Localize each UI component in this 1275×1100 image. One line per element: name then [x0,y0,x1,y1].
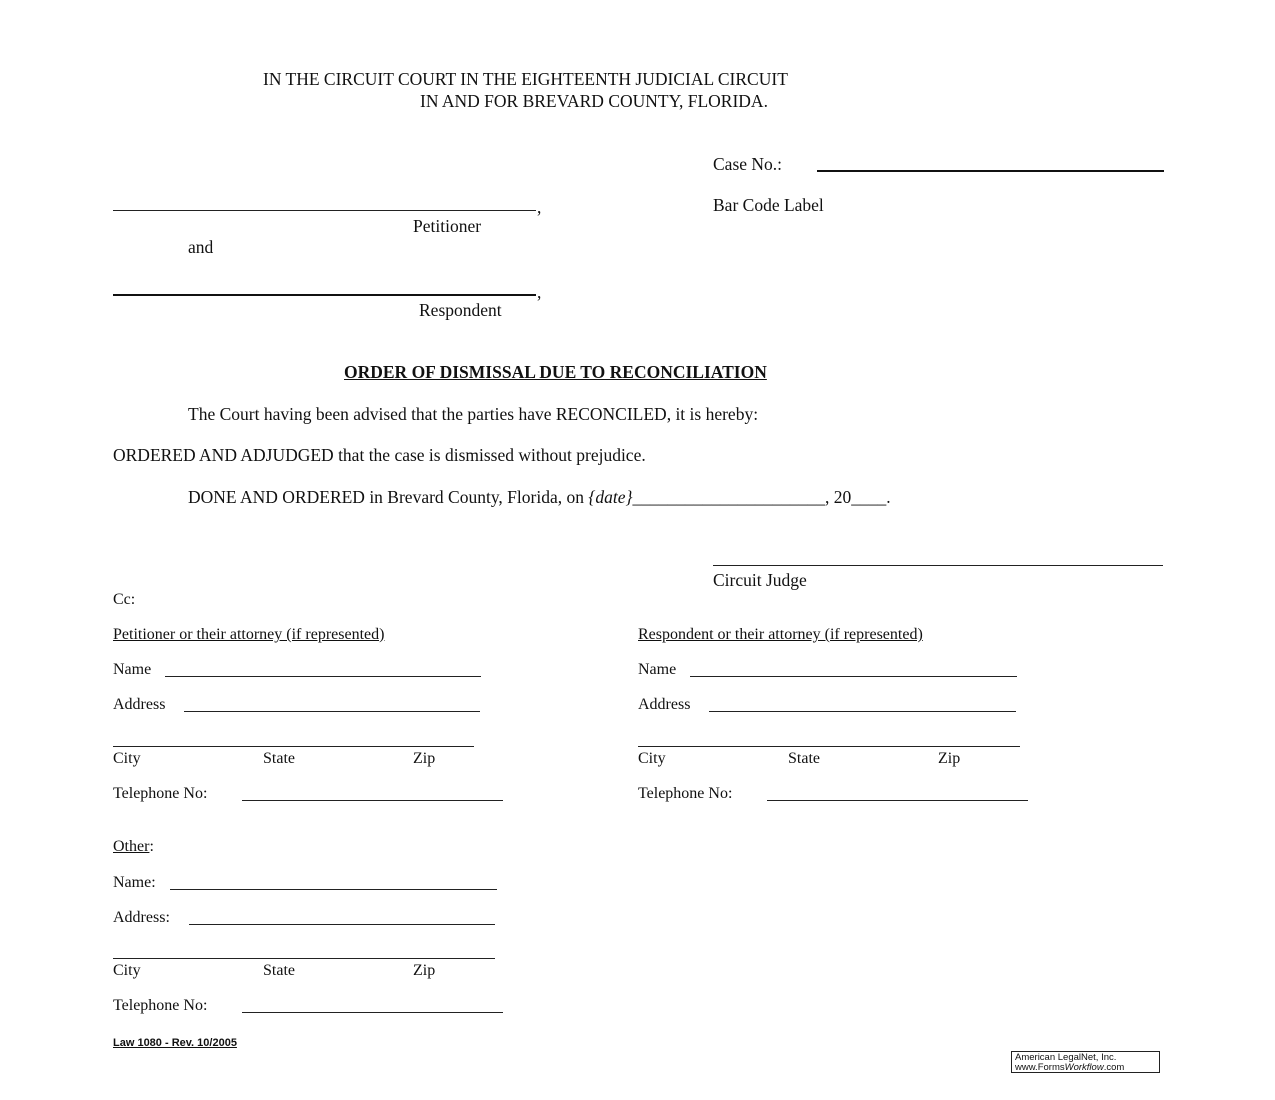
case-no-label: Case No.: [713,154,783,174]
petitioner-comma: , [537,197,542,217]
petitioner-name-label: Name [113,661,152,678]
respondent-address-input[interactable] [709,711,1016,712]
other-zip-label: Zip [413,962,436,979]
form-code: Law 1080 - Rev. 10/2005 [113,1037,237,1049]
respondent-city-state-zip-input[interactable] [638,746,1020,747]
respondent-block-heading: Respondent or their attorney (if represented) [638,626,923,643]
other-heading-text: Other [113,838,150,855]
publisher-url-suffix: .com [1103,1062,1125,1073]
publisher-url [1015,1063,1156,1073]
respondent-address-label: Address [638,696,691,713]
respondent-name-field[interactable] [113,294,536,296]
petitioner-block-heading: Petitioner or their attorney (if represented) [113,626,385,643]
petitioner-address-label: Address [113,696,166,713]
paragraph-advised: The Court having been advised that the parties have RECONCILED, it is hereby: [188,404,759,424]
respondent-state-label: State [788,750,820,767]
publisher-badge[interactable] [1011,1051,1160,1073]
petitioner-telephone-input[interactable] [242,800,503,801]
petitioner-telephone-label: Telephone No: [113,785,208,802]
petitioner-city-label: City [113,750,141,767]
other-name-label: Name: [113,874,156,891]
case-no-field[interactable] [817,170,1164,172]
petitioner-name-input[interactable] [165,676,481,677]
petitioner-name-field[interactable] [113,210,536,211]
other-city-state-zip-input[interactable] [113,958,495,959]
respondent-label: Respondent [419,300,502,320]
petitioner-zip-label: Zip [413,750,436,767]
court-heading-line1: IN THE CIRCUIT COURT IN THE EIGHTEENTH JUDICIAL CIRCUIT [263,69,788,89]
other-heading-colon: : [149,838,154,855]
publisher-url-prefix: www.Forms [1015,1062,1065,1073]
respondent-name-label: Name [638,661,677,678]
other-city-label: City [113,962,141,979]
petitioner-label: Petitioner [413,216,482,236]
done-suffix: ______________________, 20____. [632,487,891,507]
circuit-judge-label: Circuit Judge [713,570,807,590]
respondent-comma: , [537,282,542,302]
other-block-heading [113,838,154,856]
respondent-name-input[interactable] [690,676,1017,677]
publisher-url-italic: Workflow [1064,1062,1104,1073]
paragraph-ordered: ORDERED AND ADJUDGED that the case is dismissed without prejudice. [113,445,646,465]
respondent-telephone-label: Telephone No: [638,785,733,802]
other-address-input[interactable] [189,924,495,925]
done-prefix: DONE AND ORDERED in Brevard County, Florida, on [188,487,584,507]
respondent-telephone-input[interactable] [767,800,1028,801]
bar-code-label: Bar Code Label [713,195,824,215]
date-placeholder[interactable]: {date} [588,487,633,507]
respondent-zip-label: Zip [938,750,961,767]
cc-label: Cc: [113,591,136,608]
judge-signature-line[interactable] [713,565,1163,566]
and-label: and [188,237,214,257]
other-address-label: Address: [113,909,170,926]
other-telephone-input[interactable] [242,1012,503,1013]
respondent-city-label: City [638,750,666,767]
other-telephone-label: Telephone No: [113,997,208,1014]
publisher-name: American LegalNet, Inc. [1015,1052,1117,1063]
petitioner-city-state-zip-input[interactable] [113,746,474,747]
other-name-input[interactable] [170,889,497,890]
petitioner-state-label: State [263,750,295,767]
order-title: ORDER OF DISMISSAL DUE TO RECONCILIATION [344,362,767,382]
court-heading-line2: IN AND FOR BREVARD COUNTY, FLORIDA. [420,91,768,111]
petitioner-address-input[interactable] [184,711,480,712]
other-state-label: State [263,962,295,979]
done-and-ordered-line [188,487,891,507]
